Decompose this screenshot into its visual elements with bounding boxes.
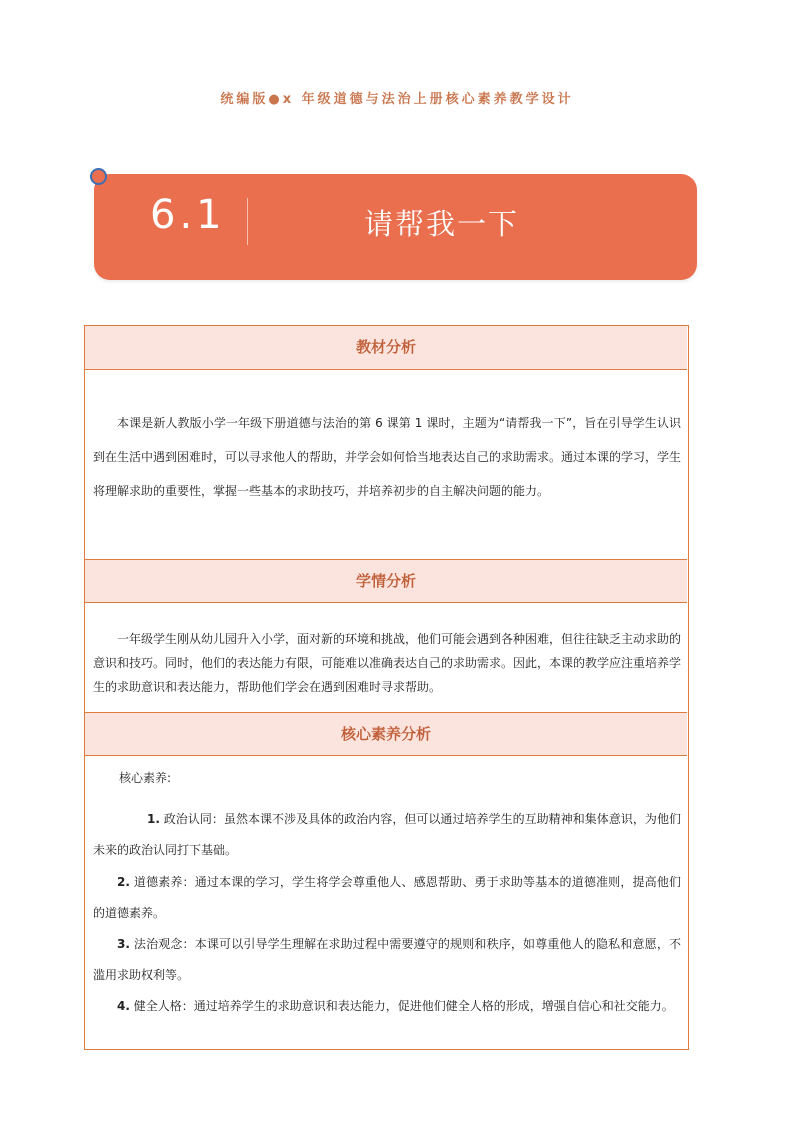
textbook-analysis-text: 本课是新人教版小学一年级下册道德与法治的第 6 课第 1 课时，主题为“请帮我一下”，旨在引导学生认识到在生活中遇到困难时，可以寻求他人的帮助，并学会如何恰当地表达自己的求助需求。通过本课的学习，学生将理解求助的重要性，掌握一些基本的求助技巧，并培养初步的自主解决问题的能力。 [93,416,682,498]
core-item-2 [93,867,681,929]
banner-divider [247,198,248,245]
section-heading-students: 学情分析 [85,559,687,603]
analysis-table [84,325,689,1050]
core-item-number: 4. [117,999,130,1013]
lesson-title: 请帮我一下 [364,207,520,241]
core-item-text: 法治观念：本课可以引导学生理解在求助过程中需要遵守的规则和秩序，如尊重他人的隐私和意愿，不滥用求助权利等。 [93,937,681,982]
core-item-4 [93,991,681,1022]
core-literacy-label: 核心素养: [119,771,172,785]
core-item-number: 1. [147,812,160,826]
core-item-number: 3. [117,937,130,951]
section-heading-textbook: 教材分析 [85,326,687,370]
core-item-1 [93,804,681,866]
core-item-text: 道德素养：通过本课的学习，学生将学会尊重他人、感恩帮助、勇于求助等基本的道德准则，提高他们的道德素养。 [93,875,681,920]
core-item-3 [93,929,681,991]
banner-dot-decoration [90,168,107,185]
student-analysis-text: 一年级学生刚从幼儿园升入小学，面对新的环境和挑战，他们可能会遇到各种困难，但往往缺乏主动求助的意识和技巧。同时，他们的表达能力有限，可能难以准确表达自己的求助需求。因此，本课的教学应注重培养学生的求助意识和表达能力，帮助他们学会在遇到困难时寻求帮助。 [93,632,682,694]
section-heading-core: 核心素养分析 [85,712,687,756]
core-item-text: 政治认同：虽然本课不涉及具体的政治内容，但可以通过培养学生的互助精神和集体意识，为他们未来的政治认同打下基础。 [93,812,681,857]
core-item-number: 2. [117,875,130,889]
page-header-title: 统编版●x 年级道德与法治上册核心素养教学设计 [220,92,574,107]
lesson-number: 6.1 [150,192,226,238]
core-item-text: 健全人格：通过培养学生的求助意识和表达能力，促进他们健全人格的形成，增强自信心和社交能力。 [133,999,674,1013]
